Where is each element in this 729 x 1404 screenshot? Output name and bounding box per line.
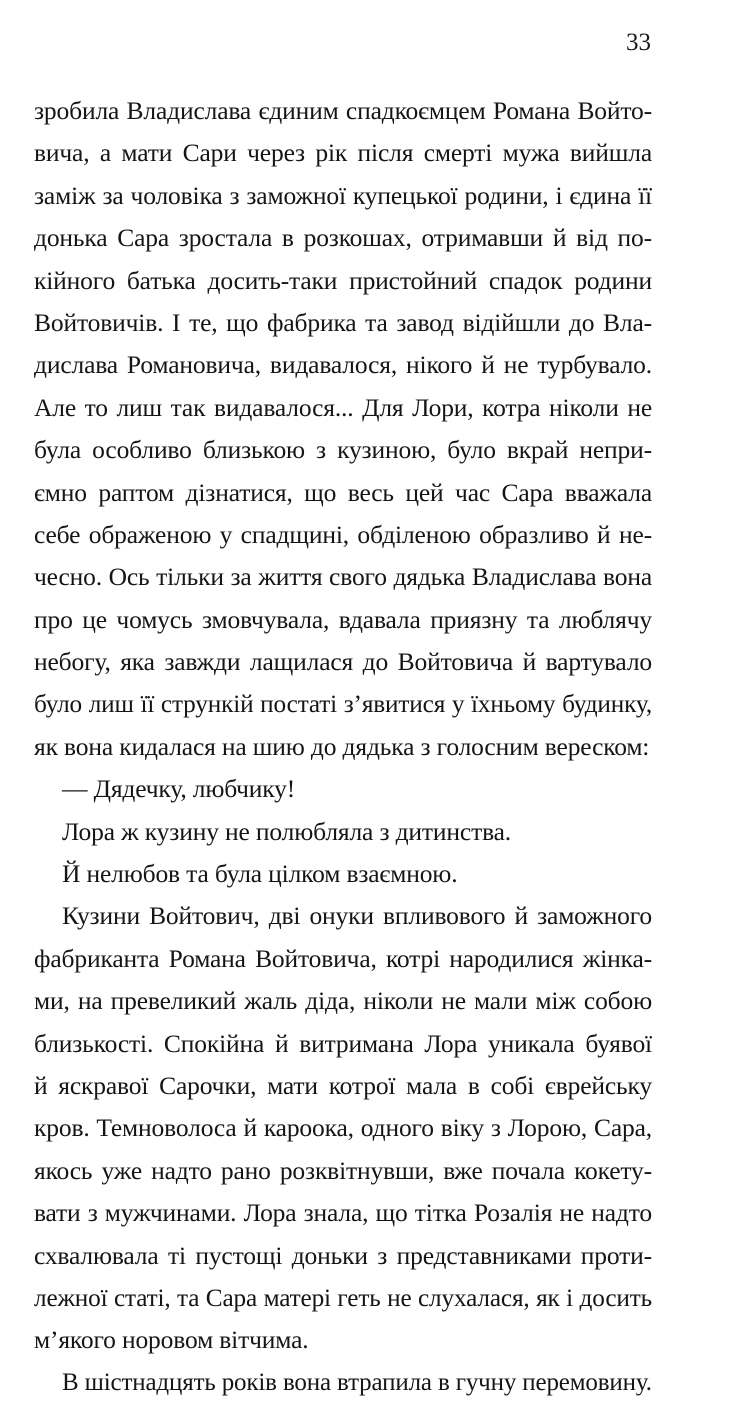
text-line: себе ображеною у спадщині, обділеною образливо й не-	[34, 519, 652, 549]
text-line: дислава Романовича, видавалося, нікого й не турбувало.	[34, 350, 652, 380]
text-line: лежної статі, та Сара матері геть не слухалася, як і досить	[34, 1283, 652, 1312]
text-line: Й нелюбов та була цілком взаємною.	[62, 859, 458, 889]
text-line: В шістнадцять років вона втрапила в гучну перемовину.	[62, 1368, 652, 1396]
text-line: Лора ж кузину не полюбляла з дитинства.	[62, 816, 512, 846]
text-line: м’якого норовом вітчима.	[34, 1325, 309, 1355]
text-line: близькості. Спокійна й витримана Лора уникала буявої	[34, 1028, 652, 1058]
text-line: ми, на превеликий жаль діда, ніколи не мали між собою	[34, 986, 652, 1016]
text-line: Войтовичів. І те, що фабрика та завод відійшли до Вла-	[34, 307, 652, 337]
text-line: фабриканта Романа Войтовича, котрі народилися жінка-	[34, 943, 652, 973]
text-line: про це чомусь змовчувала, вдавала приязну та люблячу	[34, 604, 652, 634]
text-line: Але то лиш так видавалося... Для Лори, котра ніколи не	[34, 392, 652, 422]
text-line: Кузини Войтович, дві онуки впливового й заможного	[62, 901, 652, 931]
text-line: — Дядечку, любчику!	[62, 774, 296, 804]
text-line: чесно. Ось тільки за життя свого дядька Владислава вона	[34, 562, 652, 592]
text-line: й яскравої Сарочки, мати котрої мала в собі єврейську	[34, 1070, 652, 1100]
text-line: ємно раптом дізнатися, що весь цей час Сара вважала	[34, 477, 652, 507]
text-line: заміж за чоловіка з заможної купецької родини, і єдина її	[34, 180, 652, 210]
text-line: вати з мужчинами. Лора знала, що тітка Розалія не надто	[34, 1198, 652, 1228]
text-line: була особливо близькою з кузиною, було вкрай непри-	[34, 435, 652, 465]
text-line: якось уже надто рано розквітнувши, вже почала кокету-	[34, 1155, 652, 1185]
text-line: кров. Темноволоса й кароока, одного віку з Лорою, Сара,	[34, 1113, 652, 1143]
text-line: небогу, яка завжди лащилася до Войтовича й вартувало	[34, 647, 652, 677]
text-line: вича, а мати Сари через рік після смерті мужа вийшла	[34, 138, 652, 168]
text-line: зробила Владислава єдиним спадкоємцем Романа Войто-	[34, 96, 652, 125]
text-line: як вона кидалася на шию до дядька з голосним вереском:	[34, 731, 650, 761]
page-number: 33	[626, 29, 651, 56]
text-line: кійного батька досить-таки пристойний спадок родини	[34, 265, 652, 295]
body-text	[34, 90, 652, 1404]
text-line: схвалювала ті пустощі доньки з представниками проти-	[34, 1240, 652, 1270]
text-line: донька Сара зростала в розкошах, отримавши й від по-	[34, 223, 652, 253]
text-line: було лиш її стрункій постаті з’явитися у їхньому будинку,	[34, 690, 652, 719]
